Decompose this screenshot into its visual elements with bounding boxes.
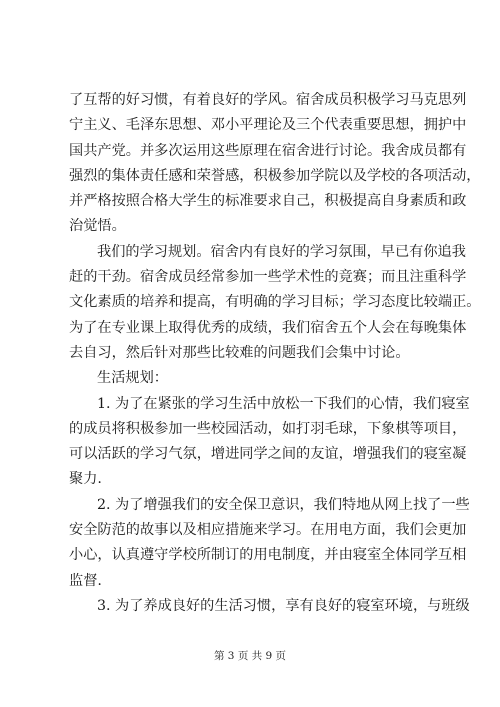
text-line: 为了在专业课上取得优秀的成绩，我们宿舍五个人会在每晚集体	[69, 319, 467, 336]
document-body	[69, 88, 481, 619]
paragraph-life-item-1	[69, 392, 470, 493]
text-line: 安全防范的故事以及相应措施来学习。在用电方面，我们会更加	[69, 522, 467, 539]
text-line: 监督.	[69, 572, 102, 589]
text-line: 1. 为了在紧张的学习生活中放松一下我们的心情，我们寝室	[97, 395, 470, 412]
text-line: 小心，认真遵守学校所制订的用电制度，并由寝室全体同学互相	[69, 547, 467, 564]
text-line: 了互帮的好习惯，有着良好的学风。宿舍成员积极学习马克思列	[69, 92, 467, 108]
text-line: 国共产党。并多次运用这些原理在宿舍进行讨论。我舍成员都有	[69, 142, 467, 159]
text-line: 可以活跃的学习气氛，增进同学之间的友谊，增强我们的寝室凝	[69, 446, 467, 463]
text-line: 治觉悟。	[69, 218, 126, 235]
paragraph-life-item-2	[69, 493, 470, 594]
section-heading: 生活规划：	[97, 370, 168, 387]
page-number-footer: 第 3 页 共 9 页	[213, 650, 287, 662]
paragraph-life-item-3	[69, 594, 470, 619]
text-line: 宁主义、毛泽东思想、邓小平理论及三个代表重要思想，拥护中	[69, 117, 467, 134]
paragraph-dorm-culture	[69, 88, 481, 240]
text-line: 赶的干劲。宿舍成员经常参加一些学术性的竞赛；而且注重科学	[69, 269, 467, 286]
paragraph-life-plan-heading	[69, 366, 431, 391]
text-line: 并严格按照合格大学生的标准要求自己，积极提高自身素质和政	[69, 193, 467, 210]
text-line: 聚力.	[69, 471, 102, 488]
text-line: 强烈的集体责任感和荣誉感，积极参加学院以及学校的各项活动，	[69, 167, 481, 184]
text-line: 3. 为了养成良好的生活习惯，享有良好的寝室环境，与班级	[97, 597, 470, 614]
text-line: 2. 为了增强我们的安全保卫意识，我们特地从网上找了一些	[97, 496, 470, 513]
text-line: 的成员将积极参加一些校园活动，如打羽毛球，下象棋等项目，	[69, 420, 467, 437]
text-line: 去自习，然后针对那些比较难的问题我们会集中讨论。	[69, 344, 410, 361]
paragraph-study-plan	[69, 240, 481, 366]
text-line: 文化素质的培养和提高，有明确的学习目标；学习态度比较端正。	[69, 294, 481, 311]
text-line: 我们的学习规划。宿舍内有良好的学习氛围，早已有你追我	[97, 243, 466, 260]
